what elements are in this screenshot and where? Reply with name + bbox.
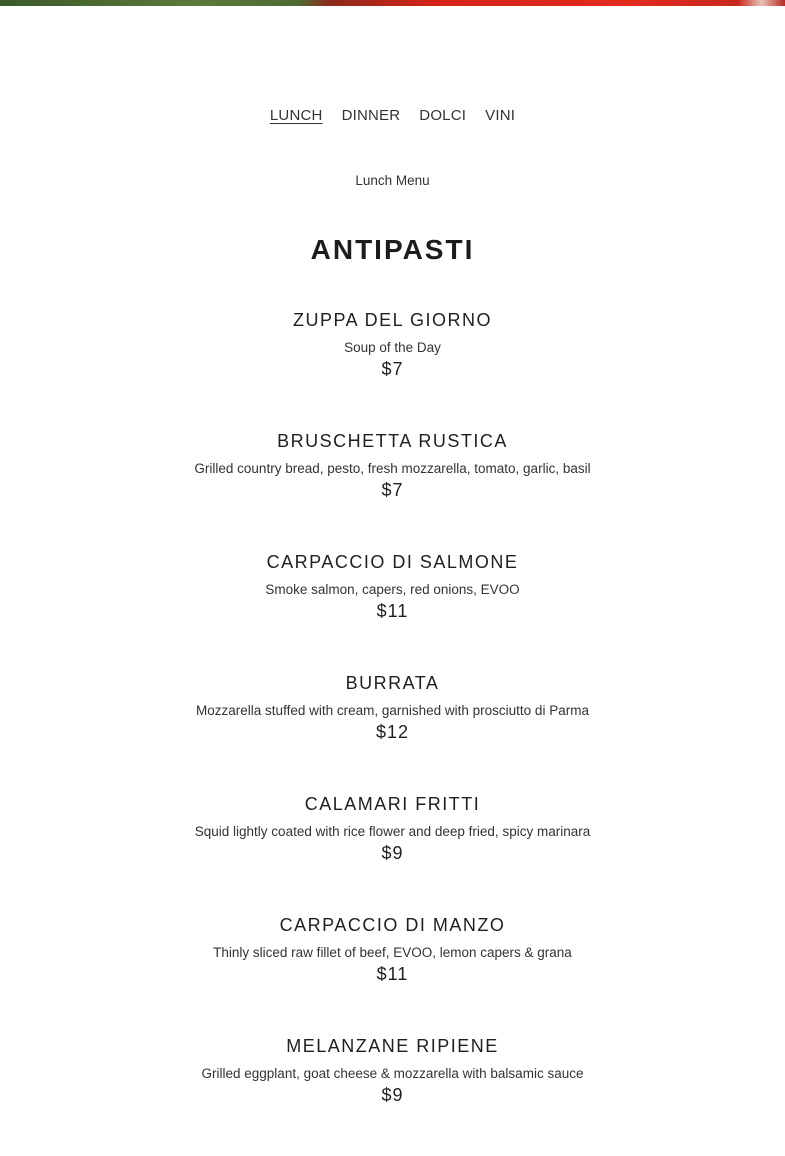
tab-dinner[interactable]: DINNER [341, 107, 401, 124]
dish-description: Mozzarella stuffed with cream, garnished with prosciutto di Parma [196, 703, 589, 718]
dish-name: BRUSCHETTA RUSTICA [277, 431, 508, 451]
dish-description: Soup of the Day [344, 340, 441, 355]
menu-item [0, 551, 785, 672]
menu-item [0, 430, 785, 551]
menu-subtitle: Lunch Menu [355, 173, 430, 188]
dish-price: $7 [381, 359, 404, 379]
dish-name: CARPACCIO DI MANZO [279, 915, 506, 935]
dish-list [0, 309, 785, 1156]
section-title: ANTIPASTI [310, 234, 475, 265]
menu-item [0, 672, 785, 793]
dish-name: ZUPPA DEL GIORNO [292, 310, 493, 330]
dish-name: CALAMARI FRITTI [304, 794, 481, 814]
menu-tabs [0, 107, 785, 124]
hero-image-strip [0, 0, 785, 6]
dish-description: Grilled country bread, pesto, fresh mozzarella, tomato, garlic, basil [194, 461, 591, 476]
menu-item [0, 1035, 785, 1156]
dish-price: $11 [376, 601, 409, 621]
dish-name: CARPACCIO DI SALMONE [266, 552, 519, 572]
dish-price: $7 [381, 480, 404, 500]
dish-price: $9 [381, 843, 404, 863]
dish-description: Smoke salmon, capers, red onions, EVOO [265, 582, 520, 597]
dish-name: MELANZANE RIPIENE [286, 1036, 499, 1056]
menu-item [0, 914, 785, 1035]
dish-description: Grilled eggplant, goat cheese & mozzarella with balsamic sauce [201, 1066, 584, 1081]
dish-price: $9 [381, 1085, 404, 1105]
dish-price: $11 [376, 964, 409, 984]
tab-vini[interactable]: VINI [485, 107, 516, 124]
tab-lunch[interactable]: LUNCH [269, 107, 323, 124]
dish-name: BURRATA [345, 673, 440, 693]
menu-item [0, 309, 785, 430]
dish-description: Thinly sliced raw fillet of beef, EVOO, lemon capers & grana [213, 945, 572, 960]
menu-item [0, 793, 785, 914]
dish-price: $12 [375, 722, 410, 742]
dish-description: Squid lightly coated with rice flower and deep fried, spicy marinara [194, 824, 591, 839]
tab-dolci[interactable]: DOLCI [419, 107, 467, 124]
